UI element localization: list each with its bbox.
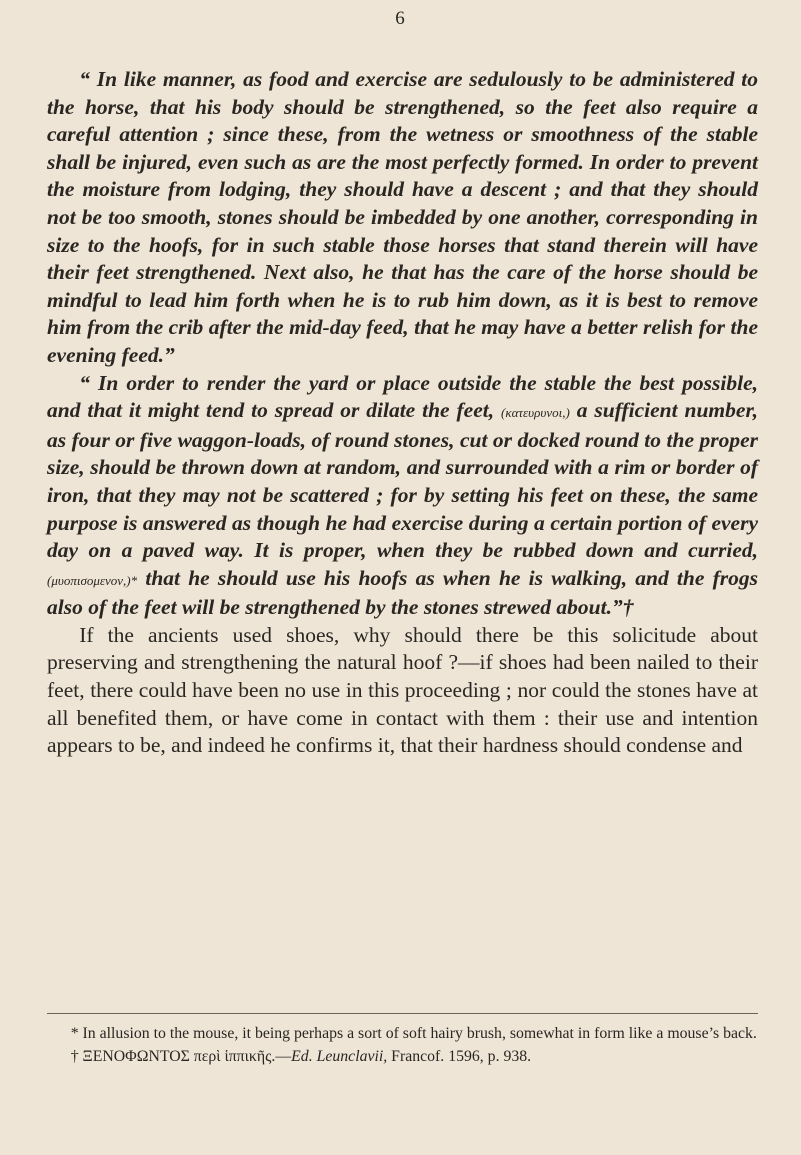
- greek-term-1: (κατευρυνοι,): [501, 405, 570, 421]
- page-number: 6: [395, 8, 406, 29]
- paragraph-2-part-2: a sufficient number, as four or five waggon-loads, of round stones, cut or docked round to the proper size, should be thrown down at random, and surrounded with a rim or border of iron, that they may not be scattered ; for by setting his feet on these, the same purpose is answered as though he had exercise during a certain portion of every day on a paved way. It is proper, when they be rubbed down and curried,: [47, 398, 758, 563]
- paragraph-2-part-3: that he should use his hoofs as when he is walking, and the frogs also of the feet will be strengthened by the stones strewed about.”†: [47, 565, 759, 620]
- footnote-2-citation: Francof. 1596, p. 938.: [387, 1047, 532, 1065]
- commentary-paragraph: If the ancients used shoes, why should there be this solicitude about preserving and strengthening the natural hoof ?—if shoes had been nailed to their feet, there could have been no use in this proceeding ; nor could the stones have at all benefited them, or have come in contact with them : their use and intention appears to be, and indeed he confirms it, that their hardness should condense and: [47, 622, 758, 758]
- paragraph-2-part-1: “ In order to render the yard or place outside the stable the best possible, and that it might tend to spread or dilate the feet,: [47, 370, 758, 423]
- footnote-divider: [47, 1013, 758, 1014]
- greek-term-2: (μυοπισομενον,)*: [47, 572, 138, 588]
- footnote-2-greek: † ΞΕΝΟΦΩΝΤΟΣ περὶ ἱππικῆς.—: [70, 1047, 292, 1065]
- quoted-paragraph-1: “ In like manner, as food and exercise are sedulously to be administered to the horse, that his body should be strengthened, so the feet also require a careful attention ; since these, from the wetness or smoothness of the stable shall be injured, even such as are the most perfectly formed. In order to prevent the moisture from lodging, they should have a descent ; and that they should not be too smooth, stones should be imbedded by one another, corresponding in size to the hoofs, for in such stable those horses that stand therein will have their feet strengthened. Next also, he that has the care of the horse should be mindful to lead him forth when he is to rub him down, as it is best to remove him from the crib after the mid-day feed, that he may have a better relish for the evening feed.”: [47, 67, 758, 367]
- footnotes: [47, 1024, 758, 1069]
- footnote-2: [47, 1047, 758, 1068]
- quoted-paragraph-2: [47, 370, 758, 622]
- main-text: [47, 66, 758, 760]
- footnote-1: * In allusion to the mouse, it being perhaps a sort of soft hairy brush, somewhat in form like a mouse’s back.: [70, 1025, 757, 1042]
- footnote-2-editor: Ed. Leunclavii,: [291, 1047, 388, 1065]
